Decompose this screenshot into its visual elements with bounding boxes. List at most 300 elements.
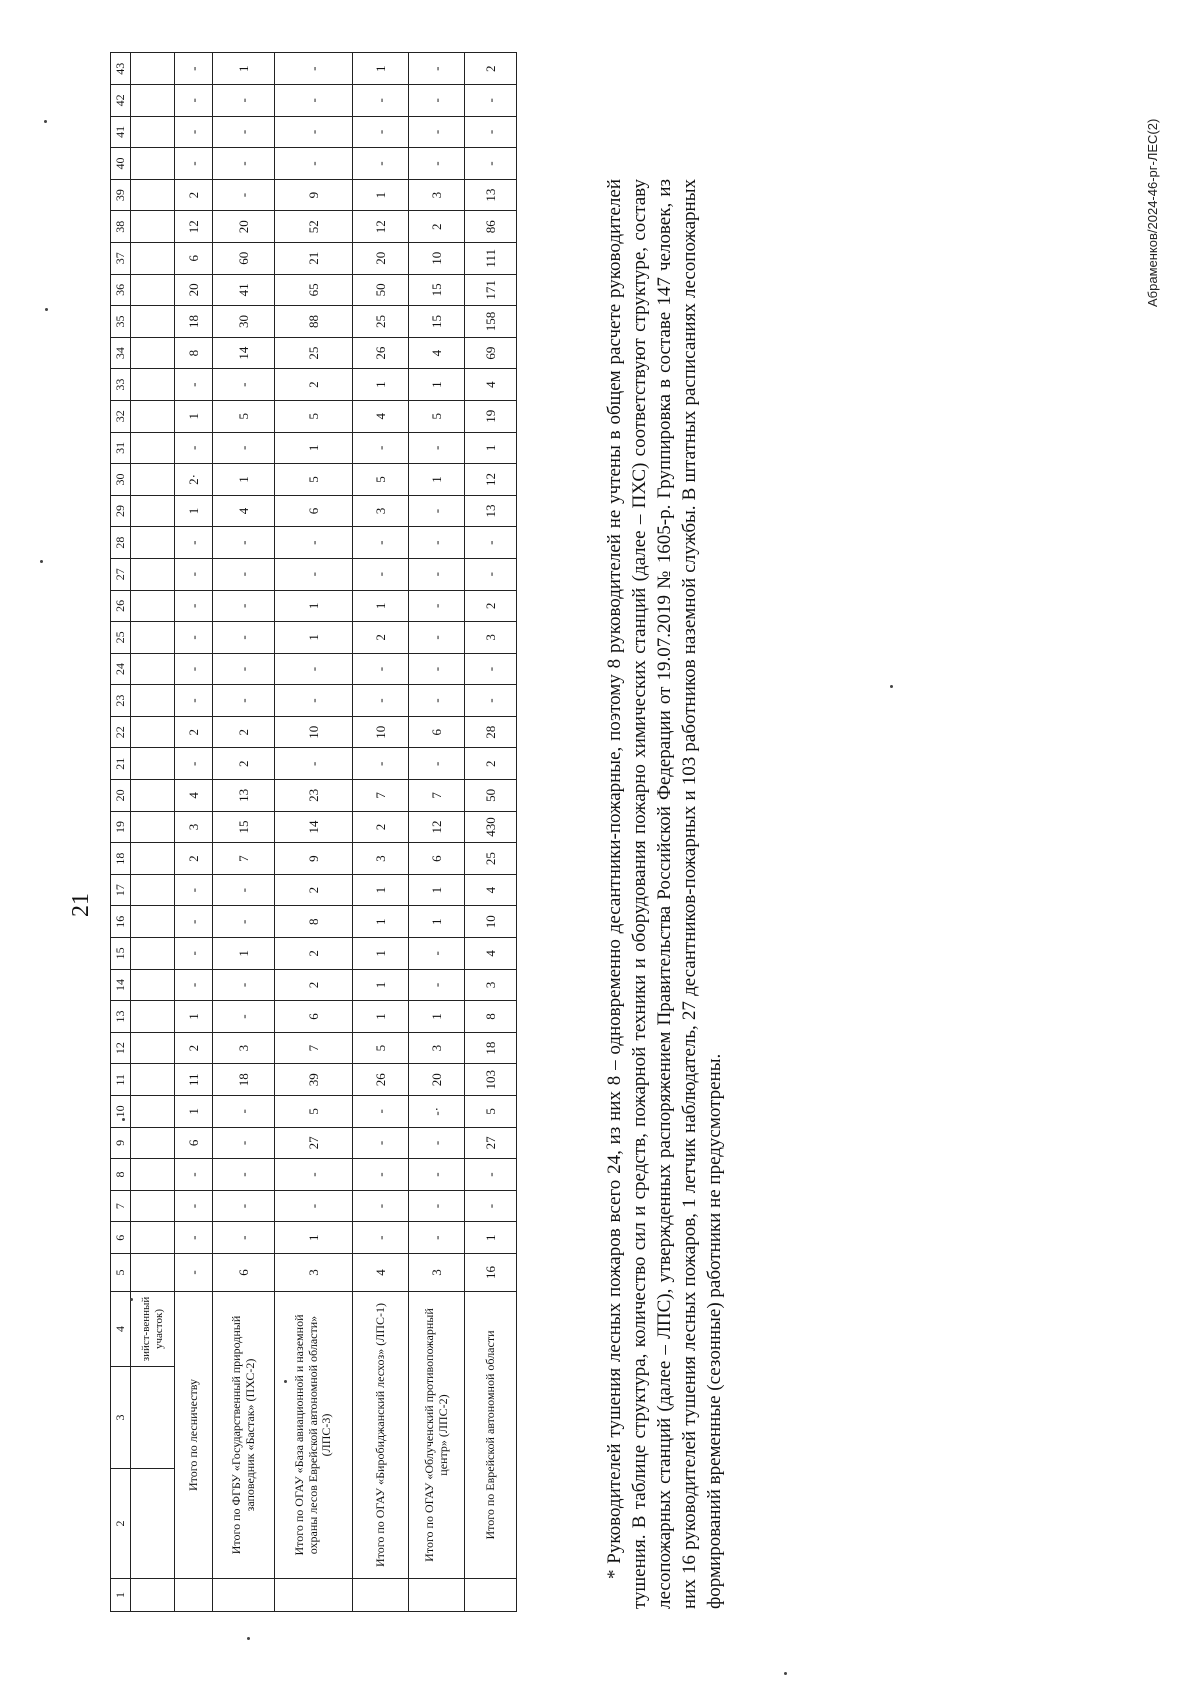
column-number: 2 — [111, 1469, 131, 1579]
column-number: 17 — [111, 874, 131, 906]
subheader-cell — [131, 53, 175, 85]
row-label: Итого по лесничеству — [175, 1292, 213, 1579]
subheader-cell — [131, 337, 175, 369]
scan-speck — [122, 1118, 125, 1121]
subheader-cell — [131, 1190, 175, 1222]
table-cell: 6 — [409, 716, 465, 748]
table-cell: - — [175, 527, 213, 559]
column-number: 5 — [111, 1254, 131, 1292]
table-cell: 2 — [275, 369, 353, 401]
table-cell: - — [409, 85, 465, 117]
row-label: Итого по ОГАУ «База авиационной и наземной охраны лесов Еврейской автономной области» (ЛПС-3) — [275, 1292, 353, 1579]
subheader-cell — [131, 527, 175, 559]
row-number-cell — [409, 1579, 465, 1612]
table-cell: 1 — [213, 464, 275, 496]
column-number: 7 — [111, 1190, 131, 1222]
subheader-cell — [131, 558, 175, 590]
table-cell: - — [353, 1096, 409, 1128]
table-cell: 30 — [213, 306, 275, 338]
forest-fire-resources-table — [110, 52, 517, 1612]
table-cell: - — [409, 969, 465, 1001]
table-cell: 12 — [175, 211, 213, 243]
table-cell: - — [213, 85, 275, 117]
table-cell: - — [275, 1190, 353, 1222]
table-cell: - — [275, 116, 353, 148]
table-cell: 27 — [465, 1127, 517, 1159]
table-cell: 52 — [275, 211, 353, 243]
subheader-cell — [131, 400, 175, 432]
table-cell: - — [353, 1222, 409, 1254]
table-cell: 6 — [275, 495, 353, 527]
table-cell: - — [213, 622, 275, 654]
column-number: 1 — [111, 1579, 131, 1612]
table-cell: 2 — [275, 938, 353, 970]
table-cell: - — [175, 938, 213, 970]
subheader-cell — [131, 1469, 175, 1579]
table-cell: 18 — [213, 1064, 275, 1096]
table-cell: 1 — [275, 622, 353, 654]
row-label: Итого по Еврейской автономной области — [465, 1292, 517, 1579]
table-cell: 3 — [409, 179, 465, 211]
table-cell: - — [409, 116, 465, 148]
column-number: 19 — [111, 811, 131, 843]
table-cell: 3 — [409, 1032, 465, 1064]
table-cell: 4 — [353, 1254, 409, 1292]
table-cell: - — [409, 748, 465, 780]
table-cell: - — [465, 1159, 517, 1191]
table-cell: 21 — [275, 243, 353, 275]
column-number: 14 — [111, 969, 131, 1001]
table-cell: - — [409, 148, 465, 180]
table-cell: 19 — [465, 400, 517, 432]
table-cell: - — [409, 432, 465, 464]
table-cell: 15 — [213, 811, 275, 843]
table-cell: 2 — [213, 716, 275, 748]
table-cell: - — [213, 1127, 275, 1159]
column-number: 21 — [111, 748, 131, 780]
column-number: 13 — [111, 1001, 131, 1033]
table-cell: - — [213, 590, 275, 622]
table-cell: - — [409, 1127, 465, 1159]
table-cell: - — [175, 1159, 213, 1191]
row-number-cell — [175, 1579, 213, 1612]
table-cell: 25 — [465, 843, 517, 875]
table-cell: 2· — [175, 464, 213, 496]
table-cell: 1 — [353, 906, 409, 938]
table-cell: 8 — [175, 337, 213, 369]
table-cell: 10 — [353, 716, 409, 748]
table-cell: 5 — [353, 1032, 409, 1064]
table-cell: - — [465, 685, 517, 717]
table-cell: - — [465, 148, 517, 180]
row-number-cell — [353, 1579, 409, 1612]
subheader-cell — [131, 622, 175, 654]
table-cell: 1 — [353, 874, 409, 906]
subheader-cell — [131, 148, 175, 180]
table-cell: 4 — [409, 337, 465, 369]
table-cell: 111 — [465, 243, 517, 275]
table-cell: 1 — [353, 369, 409, 401]
table-cell: 5 — [213, 400, 275, 432]
table-cell: - — [175, 148, 213, 180]
table-cell: 8 — [275, 906, 353, 938]
subheader-cell — [131, 116, 175, 148]
table-cell: 14 — [213, 337, 275, 369]
table-cell: - — [213, 1159, 275, 1191]
table-cell: 4 — [213, 495, 275, 527]
subheader-cell — [131, 1064, 175, 1096]
table-cell: - — [213, 1001, 275, 1033]
table-cell: - — [175, 906, 213, 938]
table-cell: - — [175, 653, 213, 685]
table-cell: 2 — [353, 811, 409, 843]
subheader-cell — [131, 716, 175, 748]
table-cell: - — [275, 748, 353, 780]
subheader-cell — [131, 1254, 175, 1292]
table-cell: 7 — [409, 780, 465, 812]
subheader-cell — [131, 1222, 175, 1254]
table-cell: - — [213, 1190, 275, 1222]
table-cell: - — [275, 85, 353, 117]
table-cell: 1 — [275, 1222, 353, 1254]
table-cell: 2 — [409, 211, 465, 243]
table-cell: 4 — [175, 780, 213, 812]
column-number: 8 — [111, 1159, 131, 1191]
table-cell: 6 — [175, 243, 213, 275]
table-cell: 1 — [213, 938, 275, 970]
scan-speck — [45, 308, 48, 311]
column-number: 25 — [111, 622, 131, 654]
subheader-cell — [131, 938, 175, 970]
table-cell: 1 — [175, 1001, 213, 1033]
table-cell: 10 — [465, 906, 517, 938]
table-cell: 11 — [175, 1064, 213, 1096]
table-cell: 1 — [353, 1001, 409, 1033]
table-cell: - — [409, 938, 465, 970]
footnote — [602, 179, 727, 1609]
table-cell: 430 — [465, 811, 517, 843]
table-cell: 2 — [465, 748, 517, 780]
table-cell: 10 — [275, 716, 353, 748]
table-cell: 4 — [465, 369, 517, 401]
table-cell: - — [353, 1159, 409, 1191]
subheader-cell — [131, 1032, 175, 1064]
row-label: Итого по ОГАУ «Биробиджанский лесхоз» (ЛПС-1) — [353, 1292, 409, 1579]
table-row — [213, 53, 275, 1612]
table-cell: 2 — [213, 748, 275, 780]
subheader-cell — [131, 274, 175, 306]
table-cell: - — [175, 874, 213, 906]
subheader-cell — [131, 685, 175, 717]
subheader-cell — [131, 306, 175, 338]
subheader-cell — [131, 495, 175, 527]
table-cell: 3 — [175, 811, 213, 843]
table-cell: 3 — [353, 495, 409, 527]
row-label: Итого по ОГАУ «Облученский противопожарный центр» (ЛПС-2) — [409, 1292, 465, 1579]
table-cell: 7 — [275, 1032, 353, 1064]
table-cell: 3 — [465, 622, 517, 654]
scan-speck — [40, 560, 43, 563]
scan-speck — [784, 1672, 787, 1675]
column-number: 40 — [111, 148, 131, 180]
table-cell: 10 — [409, 243, 465, 275]
table-cell: - — [213, 653, 275, 685]
table-cell: - — [213, 148, 275, 180]
table-cell: - — [353, 432, 409, 464]
table-cell: - — [465, 527, 517, 559]
table-cell: 26 — [353, 1064, 409, 1096]
column-number: 31 — [111, 432, 131, 464]
table-cell: - — [275, 685, 353, 717]
table-cell: 13 — [465, 179, 517, 211]
table-cell: 3 — [409, 1254, 465, 1292]
table-cell: - — [213, 969, 275, 1001]
column-number: 12 — [111, 1032, 131, 1064]
subheader-cell — [131, 843, 175, 875]
table-cell: - — [409, 622, 465, 654]
table-cell: 2 — [275, 969, 353, 1001]
table-cell: - — [409, 1190, 465, 1222]
table-cell: 5 — [275, 464, 353, 496]
subheader-cell — [131, 85, 175, 117]
table-cell: - — [175, 53, 213, 85]
column-number: 3 — [111, 1367, 131, 1469]
column-number: 18 — [111, 843, 131, 875]
table-cell: - — [353, 748, 409, 780]
table-cell: - — [175, 685, 213, 717]
table-cell: 20 — [175, 274, 213, 306]
table-cell: 28 — [465, 716, 517, 748]
table-cell: 86 — [465, 211, 517, 243]
table-cell: - — [465, 116, 517, 148]
column-number: 38 — [111, 211, 131, 243]
subheader-cell — [131, 243, 175, 275]
table-cell: 50 — [353, 274, 409, 306]
table-cell: - — [213, 179, 275, 211]
table-cell: 6 — [409, 843, 465, 875]
table-cell: 3 — [213, 1032, 275, 1064]
subheader-cell — [131, 906, 175, 938]
table-cell: - — [213, 685, 275, 717]
table-cell: - — [353, 558, 409, 590]
subheader-cell — [131, 464, 175, 496]
table-cell: - — [213, 874, 275, 906]
table-cell: 12 — [353, 211, 409, 243]
table-row — [409, 53, 465, 1612]
table-cell: - — [213, 906, 275, 938]
table-cell: 5 — [275, 1096, 353, 1128]
table-cell: 12 — [465, 464, 517, 496]
scan-speck — [247, 1637, 250, 1640]
table-cell: 1 — [353, 590, 409, 622]
table-cell: - — [275, 527, 353, 559]
column-number: 36 — [111, 274, 131, 306]
table-cell: 4 — [465, 874, 517, 906]
column-number: 24 — [111, 653, 131, 685]
table-cell: - — [409, 558, 465, 590]
table-cell: 6 — [213, 1254, 275, 1292]
table-cell: - — [409, 495, 465, 527]
subheader-cell — [131, 1096, 175, 1128]
column-number: 42 — [111, 85, 131, 117]
table-cell: 13 — [213, 780, 275, 812]
column-number: 34 — [111, 337, 131, 369]
table-cell: 1 — [275, 432, 353, 464]
table-cell: 25 — [353, 306, 409, 338]
table-cell: 65 — [275, 274, 353, 306]
column-number: 35 — [111, 306, 131, 338]
table-cell: - — [409, 653, 465, 685]
table-cell: - — [175, 116, 213, 148]
table-cell: - — [275, 53, 353, 85]
column-number: 43 — [111, 53, 131, 85]
subheader-cell — [131, 748, 175, 780]
subheader-cell — [131, 179, 175, 211]
column-number: 4 — [111, 1292, 131, 1367]
table-cell: 20 — [409, 1064, 465, 1096]
table-cell: - — [175, 590, 213, 622]
column-number: 10 — [111, 1096, 131, 1128]
scan-speck — [890, 685, 893, 688]
table-cell: 2 — [465, 53, 517, 85]
table-cell: 2 — [275, 874, 353, 906]
table-cell: 2 — [175, 1032, 213, 1064]
page-number: 21 — [68, 893, 94, 917]
table-cell: - — [175, 969, 213, 1001]
table-cell: 2 — [175, 179, 213, 211]
table-cell: 18 — [175, 306, 213, 338]
table-row — [175, 53, 213, 1612]
table-cell: 26 — [353, 337, 409, 369]
column-number: 6 — [111, 1222, 131, 1254]
table-cell: 15 — [409, 306, 465, 338]
table-cell: - — [275, 148, 353, 180]
subheader-cell — [131, 432, 175, 464]
table-cell: 88 — [275, 306, 353, 338]
table-cell: 2 — [353, 622, 409, 654]
scan-speck — [44, 120, 47, 123]
table-cell: - — [213, 369, 275, 401]
table-cell: 1 — [353, 969, 409, 1001]
table-cell: - — [353, 653, 409, 685]
table-cell: 60 — [213, 243, 275, 275]
table-cell: - — [465, 558, 517, 590]
table-cell: 2 — [175, 716, 213, 748]
subheader-cell — [131, 780, 175, 812]
subheader-cell — [131, 1579, 175, 1612]
subheader-cell — [131, 811, 175, 843]
table-cell: - — [353, 685, 409, 717]
table-cell: 7 — [353, 780, 409, 812]
table-cell: 14 — [275, 811, 353, 843]
table-cell: 171 — [465, 274, 517, 306]
table-cell: 41 — [213, 274, 275, 306]
table-cell: - — [409, 527, 465, 559]
row-number-cell — [465, 1579, 517, 1612]
table-cell: 1 — [353, 938, 409, 970]
table-row — [353, 53, 409, 1612]
table-cell: 103 — [465, 1064, 517, 1096]
table-cell: -· — [409, 1096, 465, 1128]
subheader-cell — [131, 369, 175, 401]
column-number: 39 — [111, 179, 131, 211]
table-cell: - — [175, 369, 213, 401]
table-cell: - — [465, 1190, 517, 1222]
table-cell: 23 — [275, 780, 353, 812]
table-cell: 5 — [409, 400, 465, 432]
column-number: 22 — [111, 716, 131, 748]
table-cell: 16 — [465, 1254, 517, 1292]
subheader-cell — [131, 653, 175, 685]
table-cell: 13 — [465, 495, 517, 527]
table-cell: - — [409, 1159, 465, 1191]
table-cell: 2 — [175, 843, 213, 875]
table-cell: - — [175, 1190, 213, 1222]
table-cell: 6 — [175, 1127, 213, 1159]
table-cell: 1 — [353, 53, 409, 85]
row-number-cell — [275, 1579, 353, 1612]
table-cell: 2 — [465, 590, 517, 622]
table-cell: 25 — [275, 337, 353, 369]
table-cell: 1 — [353, 179, 409, 211]
table-cell: 50 — [465, 780, 517, 812]
column-number: 23 — [111, 685, 131, 717]
table-cell: - — [465, 653, 517, 685]
table-cell: - — [409, 1222, 465, 1254]
table-cell: 6 — [275, 1001, 353, 1033]
table-cell: - — [213, 558, 275, 590]
table-cell: - — [353, 116, 409, 148]
table-cell: 39 — [275, 1064, 353, 1096]
table-cell: 12 — [409, 811, 465, 843]
table-cell: - — [353, 1190, 409, 1222]
table-row — [275, 53, 353, 1612]
table-cell: 9 — [275, 843, 353, 875]
document-id: Абраменков/2024-46-рг-ЛЕС(2) — [1145, 118, 1160, 307]
table-cell: 158 — [465, 306, 517, 338]
column-number: 27 — [111, 558, 131, 590]
table-cell: 69 — [465, 337, 517, 369]
column-number: 32 — [111, 400, 131, 432]
table-cell: 7 — [213, 843, 275, 875]
column-number: 28 — [111, 527, 131, 559]
column-number: 30 — [111, 464, 131, 496]
table-cell: - — [353, 1127, 409, 1159]
table-cell: 20 — [353, 243, 409, 275]
column-number: 15 — [111, 938, 131, 970]
subheader-cell — [131, 969, 175, 1001]
column-number: 26 — [111, 590, 131, 622]
table-cell: - — [409, 685, 465, 717]
table-cell: 15 — [409, 274, 465, 306]
table-cell: - — [465, 85, 517, 117]
table-cell: - — [175, 622, 213, 654]
table-cell: 3 — [353, 843, 409, 875]
column-number: 9 — [111, 1127, 131, 1159]
table-cell: - — [175, 558, 213, 590]
column-number: 33 — [111, 369, 131, 401]
table-cell: - — [175, 1222, 213, 1254]
subheader-cell — [131, 874, 175, 906]
subheader-cell — [131, 1127, 175, 1159]
table-cell: 1 — [409, 369, 465, 401]
table-cell: 1 — [175, 1096, 213, 1128]
table-cell: - — [275, 1159, 353, 1191]
table-cell: - — [409, 53, 465, 85]
table-cell: - — [175, 1254, 213, 1292]
column-number: 20 — [111, 780, 131, 812]
table-row — [465, 53, 517, 1612]
